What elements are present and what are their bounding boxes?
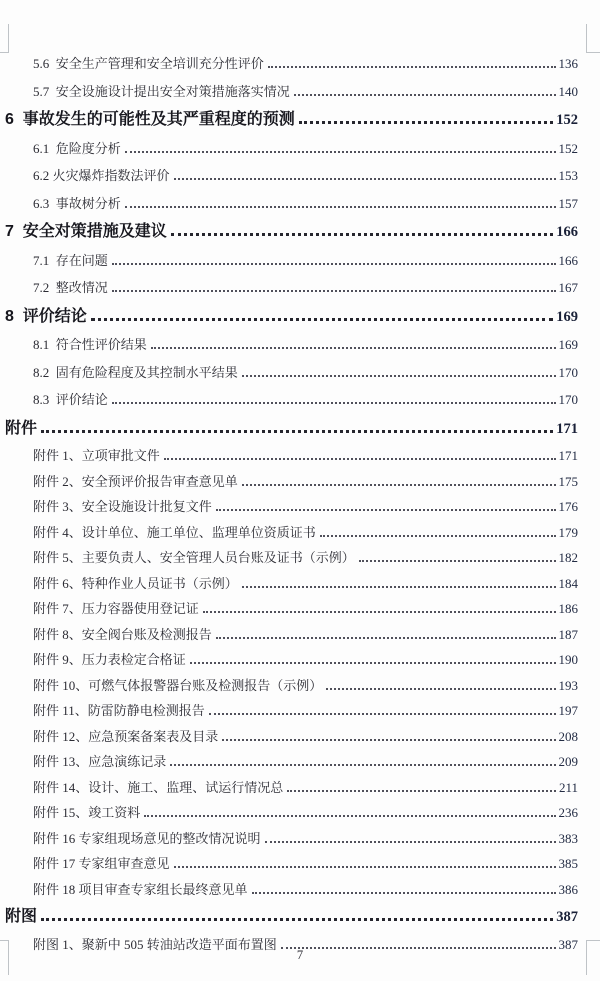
toc-entry[interactable]	[0, 622, 600, 648]
dot-leader	[252, 892, 556, 894]
toc-entry-label: 附件 4、设计单位、施工单位、监理单位资质证书	[33, 524, 316, 540]
toc-entry[interactable]	[0, 443, 600, 469]
toc-entry-label: 8.1 符合性评价结果	[33, 337, 147, 352]
toc-entry-label: 附件 13、应急演练记录	[33, 754, 167, 769]
dot-leader	[190, 662, 556, 664]
toc-entry[interactable]	[0, 302, 600, 332]
toc-entry[interactable]	[0, 775, 600, 801]
toc-entry-label: 7.1 存在问题	[33, 252, 108, 268]
toc-entry-label: 附件 9、压力表检定合格证	[33, 652, 186, 667]
toc-entry[interactable]	[0, 135, 600, 163]
toc-entry[interactable]	[0, 217, 600, 247]
dot-leader	[170, 764, 555, 766]
dot-leader	[326, 688, 555, 690]
toc-list	[0, 50, 600, 957]
dot-leader	[144, 815, 555, 817]
toc-entry-label: 附件	[5, 419, 38, 437]
toc-entry-label: 附件 7、压力容器使用登记证	[33, 601, 199, 616]
toc-entry-page: 166	[558, 252, 578, 268]
toc-entry[interactable]	[0, 826, 600, 852]
toc-entry[interactable]	[0, 596, 600, 622]
toc-entry[interactable]	[0, 647, 600, 673]
dot-leader	[151, 347, 556, 349]
dot-leader	[112, 290, 556, 292]
toc-entry[interactable]	[0, 724, 600, 750]
toc-entry-page: 152	[558, 140, 578, 156]
dot-leader	[320, 535, 556, 537]
dot-leader	[268, 66, 556, 68]
toc-entry-label: 附件 3、安全设施设计批复文件	[33, 499, 212, 514]
toc-entry[interactable]	[0, 698, 600, 724]
toc-entry-page: 193	[558, 677, 578, 693]
toc-entry-label: 附件 5、主要负责人、安全管理人员台账及证书（示例）	[33, 550, 355, 565]
toc-entry-label: 6.1 危险度分析	[33, 140, 121, 156]
dot-leader	[242, 586, 556, 588]
text-boundary-mark-top-right	[586, 24, 600, 53]
toc-entry-page: 175	[558, 473, 578, 489]
dot-leader	[125, 206, 556, 208]
toc-entry[interactable]	[0, 800, 600, 826]
toc-entry-label: 8.2 固有危险程度及其控制水平结果	[33, 364, 238, 380]
toc-entry-label: 附件 6、特种作业人员证书（示例）	[33, 575, 238, 591]
toc-entry-page: 169	[556, 308, 578, 325]
toc-entry-label: 附件 16 专家组现场意见的整改情况说明	[33, 830, 261, 846]
toc-entry-page: 385	[558, 856, 578, 871]
toc-entry[interactable]	[0, 331, 600, 359]
toc-entry[interactable]	[0, 190, 600, 218]
dot-leader	[112, 263, 556, 265]
toc-entry-label: 7.2 整改情况	[33, 280, 108, 295]
toc-entry[interactable]	[0, 50, 600, 78]
dot-leader	[209, 713, 556, 715]
toc-entry-label: 附件 1、立项审批文件	[33, 448, 160, 463]
dot-leader	[174, 178, 556, 180]
toc-entry-label: 附件 18 项目审查专家组长最终意见单	[33, 881, 248, 897]
dot-leader	[287, 790, 556, 792]
dot-leader	[265, 841, 556, 843]
toc-entry-page: 387	[556, 909, 578, 925]
toc-entry-page: 184	[558, 575, 578, 591]
toc-entry-label: 附件 17 专家组审查意见	[33, 856, 170, 871]
toc-entry-page: 152	[556, 112, 578, 128]
toc-entry-page: 136	[558, 56, 578, 71]
toc-entry-label: 6 事故发生的可能性及其严重程度的预测	[5, 111, 295, 128]
toc-entry-page: 209	[558, 754, 578, 769]
toc-entry-label: 5.6 安全生产管理和安全培训充分性评价	[33, 56, 264, 71]
toc-entry-label: 8 评价结论	[5, 307, 87, 325]
toc-entry-page: 211	[558, 779, 578, 795]
toc-entry-page: 179	[558, 524, 578, 540]
dot-leader	[171, 233, 553, 236]
dot-leader	[41, 918, 553, 921]
toc-entry[interactable]	[0, 673, 600, 699]
toc-entry-page: 208	[558, 728, 578, 744]
toc-entry-page: 182	[558, 550, 578, 565]
toc-entry-label: 附件 12、应急预案备案表及目录	[33, 728, 219, 744]
toc-entry-page: 169	[558, 337, 578, 352]
toc-entry-label: 附件 15、竣工资料	[33, 805, 141, 820]
dot-leader	[299, 121, 553, 124]
toc-entry-label: 附件 2、安全预评价报告审查意见单	[33, 473, 238, 489]
toc-entry[interactable]	[0, 571, 600, 597]
dot-leader	[112, 402, 556, 404]
toc-entry[interactable]	[0, 469, 600, 495]
dot-leader	[164, 458, 556, 460]
toc-entry-label: 5.7 安全设施设计提出安全对策措施落实情况	[33, 83, 290, 99]
toc-entry-page: 171	[558, 448, 578, 463]
toc-entry-label: 附件 14、设计、施工、监理、试运行情况总	[33, 779, 284, 795]
toc-entry-page: 387	[558, 936, 578, 952]
toc-entry[interactable]	[0, 414, 600, 444]
toc-entry-label: 6.2 火灾爆炸指数法评价	[33, 168, 170, 183]
toc-entry[interactable]	[0, 247, 600, 275]
toc-entry[interactable]	[0, 274, 600, 302]
dot-leader	[174, 866, 556, 868]
dot-leader	[242, 375, 556, 377]
toc-entry-label: 附图 1、聚新中 505 转油站改造平面布置图	[33, 936, 277, 952]
toc-entry-page: 383	[558, 830, 578, 846]
text-boundary-mark-top-left	[0, 24, 9, 53]
toc-entry-page: 386	[558, 881, 578, 897]
dot-leader	[41, 430, 553, 433]
toc-entry[interactable]	[0, 494, 600, 520]
dot-leader	[216, 637, 556, 639]
dot-leader	[359, 560, 556, 562]
toc-entry-page: 167	[558, 280, 578, 295]
toc-entry-label: 8.3 评价结论	[33, 392, 108, 407]
toc-entry[interactable]	[0, 520, 600, 546]
toc-entry[interactable]	[0, 386, 600, 414]
toc-entry-page: 170	[558, 364, 578, 380]
dot-leader	[294, 94, 556, 96]
toc-entry-page: 176	[558, 499, 578, 514]
toc-entry-page: 197	[558, 703, 578, 718]
toc-entry[interactable]	[0, 105, 600, 135]
toc-entry-page: 186	[558, 601, 578, 616]
toc-entry[interactable]	[0, 78, 600, 106]
toc-entry-page: 236	[558, 805, 578, 820]
dot-leader	[125, 151, 556, 153]
toc-entry-label: 7 安全对策措施及建议	[5, 223, 167, 240]
toc-entry-page: 170	[558, 392, 578, 407]
toc-entry[interactable]	[0, 162, 600, 190]
toc-entry-page: 140	[558, 83, 578, 99]
toc-entry-label: 附件 11、防雷防静电检测报告	[33, 703, 205, 718]
toc-entry-page: 157	[558, 195, 578, 211]
toc-entry[interactable]	[0, 877, 600, 903]
toc-entry-label: 附件 10、可燃气体报警器台账及检测报告（示例）	[33, 677, 323, 693]
toc-entry-label: 附件 8、安全阀台账及检测报告	[33, 626, 212, 642]
toc-entry[interactable]	[0, 851, 600, 877]
toc-entry-page: 187	[558, 626, 578, 642]
toc-entry-page: 171	[556, 420, 578, 437]
dot-leader	[216, 509, 556, 511]
toc-entry[interactable]	[0, 359, 600, 387]
page-number: 7	[296, 948, 304, 962]
dot-leader	[242, 484, 556, 486]
toc-entry-page: 153	[558, 168, 578, 183]
dot-leader	[203, 611, 556, 613]
toc-entry-page: 166	[556, 224, 578, 240]
toc-entry[interactable]	[0, 749, 600, 775]
toc-entry-page: 190	[558, 652, 578, 667]
dot-leader	[91, 318, 553, 321]
dot-leader	[222, 739, 555, 741]
toc-entry[interactable]	[0, 902, 600, 932]
toc-entry-label: 6.3 事故树分析	[33, 195, 121, 211]
toc-entry-label: 附图	[5, 908, 38, 925]
toc-entry[interactable]	[0, 545, 600, 571]
